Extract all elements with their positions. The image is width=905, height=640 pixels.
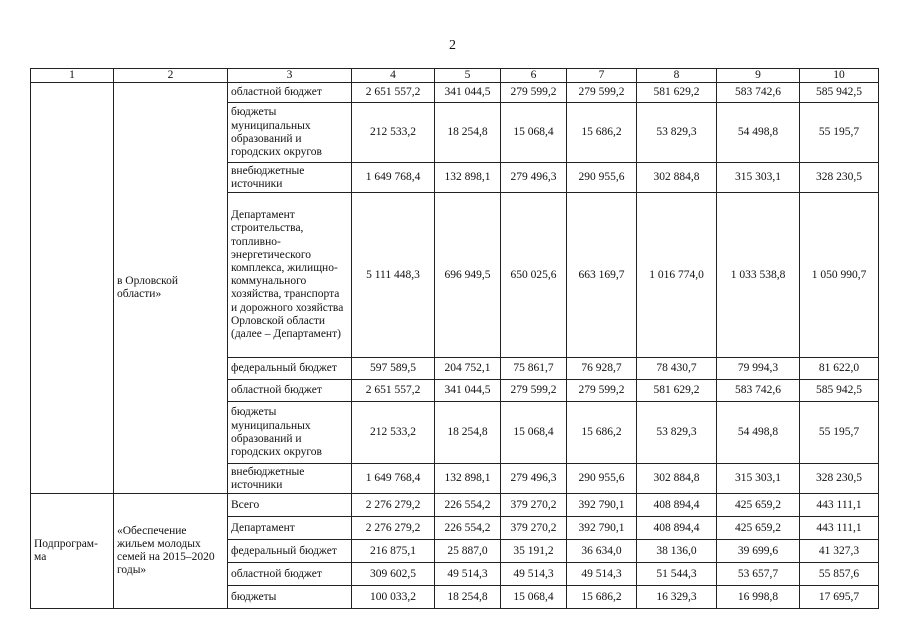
program-type-cell: Подпрограм-ма: [31, 494, 114, 609]
amount-cell: 15 068,4: [501, 402, 567, 464]
amount-cell: 597 589,5: [352, 358, 435, 380]
amount-cell: 15 686,2: [567, 586, 637, 609]
amount-cell: 328 230,5: [800, 464, 879, 494]
amount-cell: 425 659,2: [717, 494, 800, 517]
header-col-2: 2: [114, 69, 228, 83]
funding-source-cell: бюджеты муниципальных образований и городских округов: [228, 402, 352, 464]
funding-source-cell: бюджеты муниципальных образований и городских округов: [228, 103, 352, 163]
amount-cell: 39 699,6: [717, 540, 800, 563]
amount-cell: 379 270,2: [501, 517, 567, 540]
funding-source-cell: Департамент: [228, 517, 352, 540]
amount-cell: 663 169,7: [567, 193, 637, 358]
funding-source-cell: Департамент строительства, топливно-энергетического комплекса, жилищно-коммунального хозяйства, транспорта и дорожного хозяйства Орловской области (далее – Департамент): [228, 193, 352, 358]
amount-cell: 75 861,7: [501, 358, 567, 380]
amount-cell: 15 686,2: [567, 103, 637, 163]
amount-cell: 1 050 990,7: [800, 193, 879, 358]
amount-cell: 226 554,2: [435, 494, 501, 517]
header-col-10: 10: [800, 69, 879, 83]
amount-cell: 49 514,3: [567, 563, 637, 586]
funding-source-cell: бюджеты: [228, 586, 352, 609]
amount-cell: 302 884,8: [637, 464, 717, 494]
amount-cell: 55 195,7: [800, 402, 879, 464]
amount-cell: 49 514,3: [435, 563, 501, 586]
header-col-7: 7: [567, 69, 637, 83]
amount-cell: 49 514,3: [501, 563, 567, 586]
header-col-5: 5: [435, 69, 501, 83]
amount-cell: 585 942,5: [800, 380, 879, 402]
amount-cell: 18 254,8: [435, 402, 501, 464]
amount-cell: 2 276 279,2: [352, 494, 435, 517]
funding-source-cell: областной бюджет: [228, 380, 352, 402]
amount-cell: 290 955,6: [567, 163, 637, 193]
amount-cell: 392 790,1: [567, 517, 637, 540]
amount-cell: 315 303,1: [717, 464, 800, 494]
amount-cell: 132 898,1: [435, 464, 501, 494]
amount-cell: 79 994,3: [717, 358, 800, 380]
amount-cell: 443 111,1: [800, 494, 879, 517]
amount-cell: 55 195,7: [800, 103, 879, 163]
amount-cell: 279 599,2: [567, 83, 637, 103]
amount-cell: 1 016 774,0: [637, 193, 717, 358]
amount-cell: 41 327,3: [800, 540, 879, 563]
amount-cell: 25 887,0: [435, 540, 501, 563]
program-type-cell: [31, 83, 114, 494]
amount-cell: 581 629,2: [637, 380, 717, 402]
amount-cell: 53 657,7: [717, 563, 800, 586]
amount-cell: 1 033 538,8: [717, 193, 800, 358]
header-col-9: 9: [717, 69, 800, 83]
header-col-1: 1: [31, 69, 114, 83]
amount-cell: 585 942,5: [800, 83, 879, 103]
amount-cell: 279 599,2: [501, 380, 567, 402]
table-row: [31, 494, 879, 517]
header-col-3: 3: [228, 69, 352, 83]
amount-cell: 5 111 448,3: [352, 193, 435, 358]
table-row: [31, 83, 879, 103]
program-name-cell: в Орловской области»: [114, 83, 228, 494]
funding-source-cell: внебюджетные источники: [228, 163, 352, 193]
amount-cell: 226 554,2: [435, 517, 501, 540]
funding-source-cell: Всего: [228, 494, 352, 517]
funding-table: [30, 68, 879, 609]
amount-cell: 18 254,8: [435, 103, 501, 163]
amount-cell: 290 955,6: [567, 464, 637, 494]
funding-source-cell: областной бюджет: [228, 83, 352, 103]
program-name-cell: «Обеспечение жильем молодых семей на 2015–2020 годы»: [114, 494, 228, 609]
amount-cell: 279 496,3: [501, 163, 567, 193]
amount-cell: 309 602,5: [352, 563, 435, 586]
amount-cell: 53 829,3: [637, 103, 717, 163]
header-col-6: 6: [501, 69, 567, 83]
amount-cell: 425 659,2: [717, 517, 800, 540]
amount-cell: 279 599,2: [567, 380, 637, 402]
amount-cell: 53 829,3: [637, 402, 717, 464]
amount-cell: 51 544,3: [637, 563, 717, 586]
amount-cell: 341 044,5: [435, 380, 501, 402]
amount-cell: 54 498,8: [717, 103, 800, 163]
amount-cell: 1 649 768,4: [352, 163, 435, 193]
amount-cell: 132 898,1: [435, 163, 501, 193]
amount-cell: 36 634,0: [567, 540, 637, 563]
amount-cell: 81 622,0: [800, 358, 879, 380]
amount-cell: 379 270,2: [501, 494, 567, 517]
amount-cell: 55 857,6: [800, 563, 879, 586]
amount-cell: 38 136,0: [637, 540, 717, 563]
amount-cell: 78 430,7: [637, 358, 717, 380]
amount-cell: 581 629,2: [637, 83, 717, 103]
amount-cell: 392 790,1: [567, 494, 637, 517]
amount-cell: 408 894,4: [637, 517, 717, 540]
amount-cell: 1 649 768,4: [352, 464, 435, 494]
amount-cell: 2 276 279,2: [352, 517, 435, 540]
amount-cell: 54 498,8: [717, 402, 800, 464]
amount-cell: 341 044,5: [435, 83, 501, 103]
header-col-8: 8: [637, 69, 717, 83]
amount-cell: 204 752,1: [435, 358, 501, 380]
amount-cell: 302 884,8: [637, 163, 717, 193]
amount-cell: 583 742,6: [717, 380, 800, 402]
amount-cell: 443 111,1: [800, 517, 879, 540]
amount-cell: 16 998,8: [717, 586, 800, 609]
amount-cell: 583 742,6: [717, 83, 800, 103]
header-col-4: 4: [352, 69, 435, 83]
amount-cell: 216 875,1: [352, 540, 435, 563]
amount-cell: 328 230,5: [800, 163, 879, 193]
amount-cell: 16 329,3: [637, 586, 717, 609]
funding-source-cell: внебюджетные источники: [228, 464, 352, 494]
amount-cell: 696 949,5: [435, 193, 501, 358]
amount-cell: 100 033,2: [352, 586, 435, 609]
amount-cell: 35 191,2: [501, 540, 567, 563]
funding-source-cell: федеральный бюджет: [228, 358, 352, 380]
amount-cell: 650 025,6: [501, 193, 567, 358]
amount-cell: 279 599,2: [501, 83, 567, 103]
amount-cell: 408 894,4: [637, 494, 717, 517]
amount-cell: 76 928,7: [567, 358, 637, 380]
page-number: 2: [449, 38, 456, 53]
amount-cell: 315 303,1: [717, 163, 800, 193]
amount-cell: 15 686,2: [567, 402, 637, 464]
amount-cell: 212 533,2: [352, 402, 435, 464]
funding-source-cell: областной бюджет: [228, 563, 352, 586]
amount-cell: 15 068,4: [501, 103, 567, 163]
amount-cell: 17 695,7: [800, 586, 879, 609]
amount-cell: 212 533,2: [352, 103, 435, 163]
funding-source-cell: федеральный бюджет: [228, 540, 352, 563]
amount-cell: 18 254,8: [435, 586, 501, 609]
amount-cell: 15 068,4: [501, 586, 567, 609]
amount-cell: 2 651 557,2: [352, 380, 435, 402]
amount-cell: 279 496,3: [501, 464, 567, 494]
amount-cell: 2 651 557,2: [352, 83, 435, 103]
header-row: [31, 69, 879, 83]
